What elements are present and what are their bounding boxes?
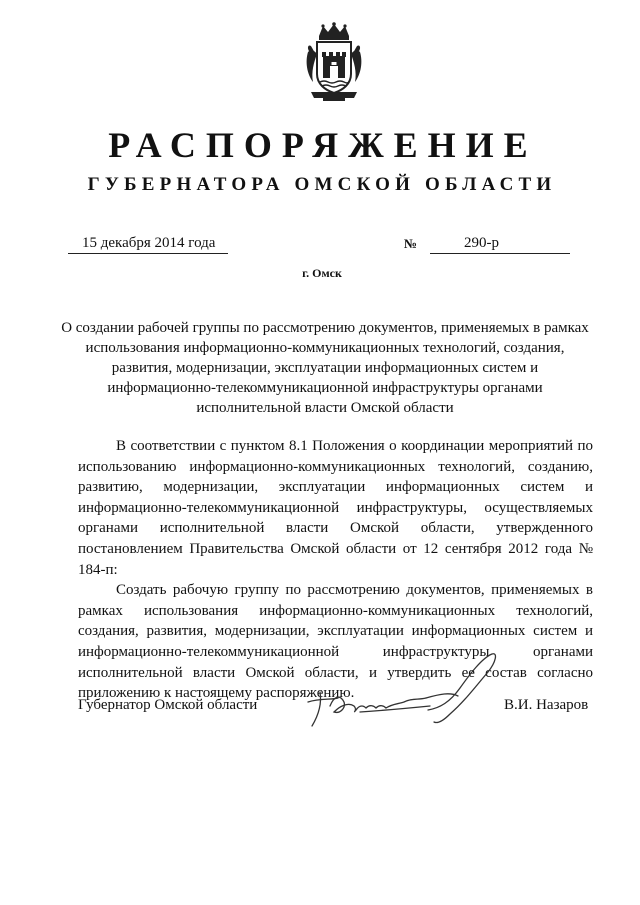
document-date: 15 декабря 2014 года (68, 233, 228, 254)
document-subject: О создании рабочей группы по рассмотрению документов, применяемых в рамках использования информационно-коммуникационных технологий, создания, развития, модернизации, эксплуатации информационных систем и информационно-телекоммуникационной инфраструктуры органами исполнительной власти Омской области (61, 320, 589, 416)
body-paragraph-basis: В соответствии с пунктом 8.1 Положения о координации мероприятий по использованию информационно-коммуникационных технологий, созданию, развитию, модернизации, эксплуатации информационных систем и информационно-телекоммуникационной инфраструктуры, осуществляемых органами исполнительной власти Омской области, утвержденного постановлением Правительства Омской области от 12 сентября 2012 года № 184-п: (78, 438, 593, 578)
document-number: 290-р (430, 233, 570, 254)
number-label: № (404, 236, 418, 251)
handwritten-signature-icon (300, 648, 510, 738)
signatory-position: Губернатор Омской области (78, 697, 258, 713)
signatory-name: В.И. Назаров (504, 697, 589, 713)
document-title: РАСПОРЯЖЕНИЕ (108, 125, 538, 165)
body-paragraph-order: Создать рабочую группу по рассмотрению документов, применяемых в рамках использования информационно-коммуникационных технологий, создания, развития, модернизации, эксплуатации информационных систем и информационно-телекоммуникационной инфраструктуры органами исполнительной власти Омской области, и утвердить ее состав согласно приложению к настоящему распоряжению. (78, 582, 593, 702)
omsk-coat-of-arms-icon (305, 22, 363, 102)
document-issuer: ГУБЕРНАТОРА ОМСКОЙ ОБЛАСТИ (87, 174, 557, 195)
document-city: г. Омск (302, 266, 342, 280)
